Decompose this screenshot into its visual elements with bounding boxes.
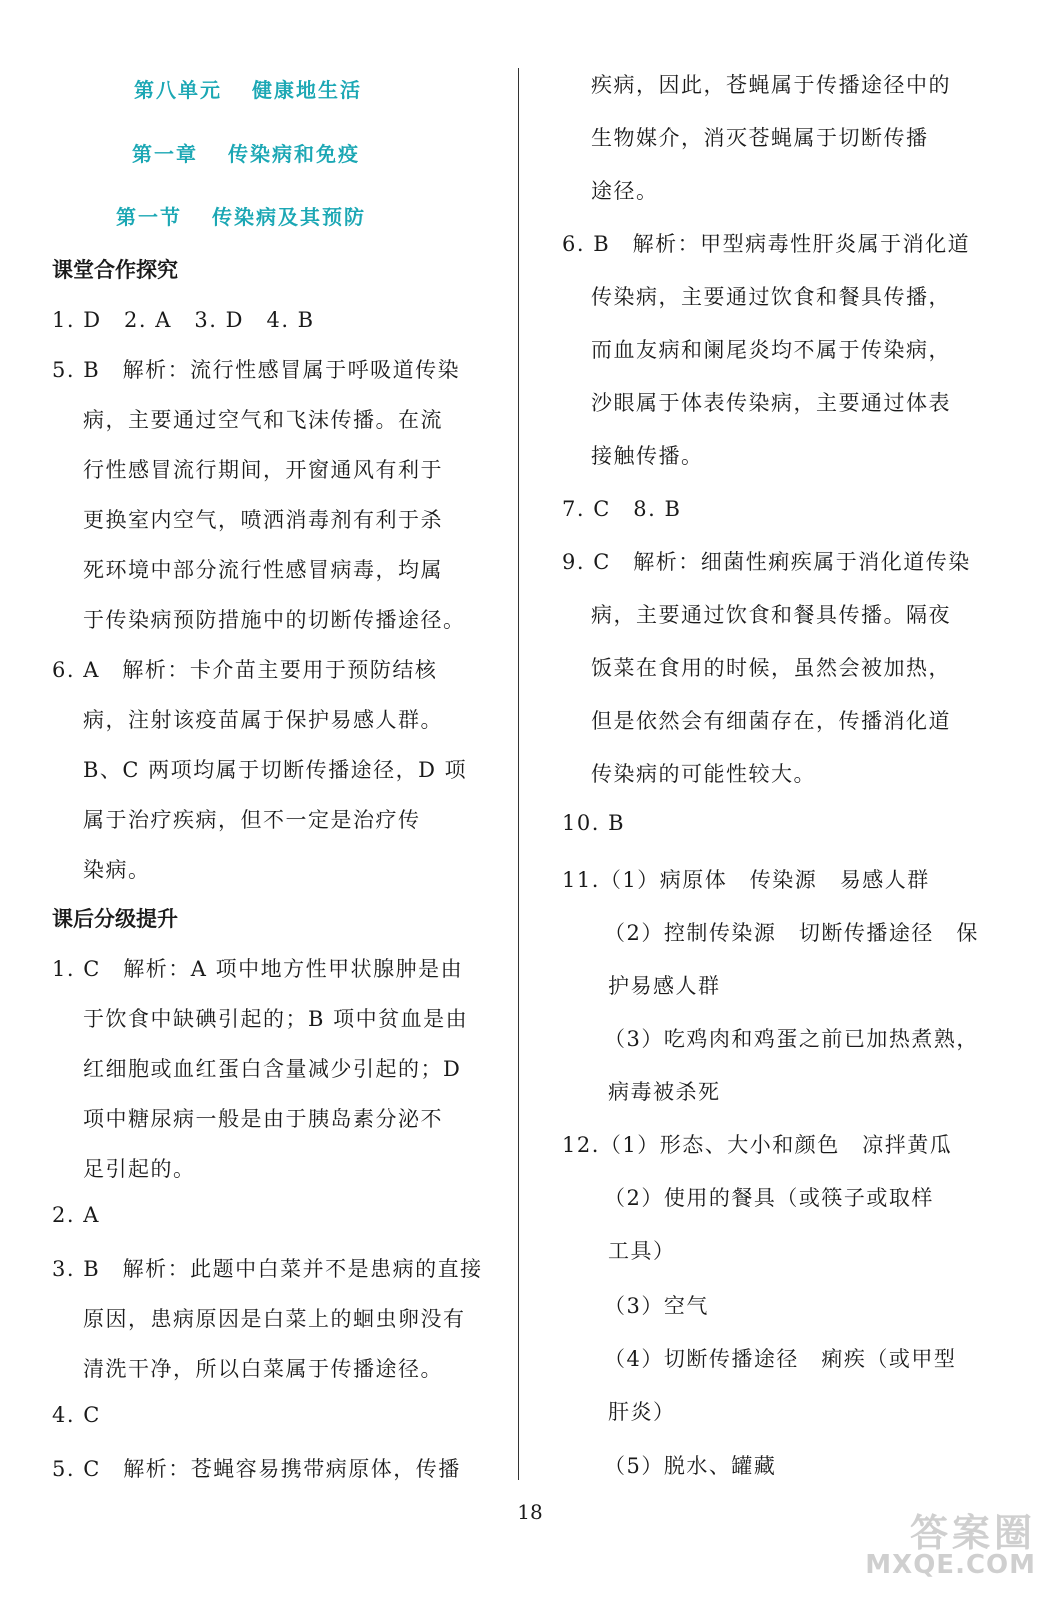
- answer-line: 2. A: [52, 1203, 100, 1227]
- answer-line: （4）切断传播途径 痢疾（或甲型: [604, 1347, 957, 1371]
- watermark: [865, 1511, 1036, 1580]
- unit-heading: [134, 74, 362, 103]
- answer-line: （3）吃鸡肉和鸡蛋之前已加热煮熟，: [604, 1027, 979, 1051]
- section-title: 传染病及其预防: [212, 205, 366, 229]
- answer-line: 于传染病预防措施中的切断传播途径。: [83, 608, 466, 632]
- section-label-classroom: 课堂合作探究: [52, 258, 178, 282]
- answer-line: 5. C 解析：苍蝇容易携带病原体，传播: [52, 1457, 461, 1481]
- answer-line: B、C 两项均属于切断传播途径，D 项: [83, 758, 468, 782]
- answer-line: 项中糖尿病一般是由于胰岛素分泌不: [83, 1107, 443, 1131]
- chapter-heading: [132, 138, 360, 167]
- answer-line: 红细胞或血红蛋白含量减少引起的；D: [83, 1057, 462, 1081]
- answer-line: 病毒被杀死: [608, 1080, 721, 1104]
- answer-line: 工具）: [608, 1239, 676, 1263]
- answer-line: 6. B 解析：甲型病毒性肝炎属于消化道: [562, 232, 971, 256]
- unit-number: 第八单元: [134, 78, 222, 102]
- answer-line: 肝炎）: [608, 1400, 676, 1424]
- answer-line: 传染病的可能性较大。: [591, 762, 816, 786]
- answer-line: 12.（1）形态、大小和颜色 凉拌黄瓜: [562, 1133, 953, 1157]
- page-number: 18: [517, 1500, 543, 1524]
- answer-line: 1. D 2. A 3. D 4. B: [52, 308, 315, 332]
- answer-line: 于饮食中缺碘引起的；B 项中贫血是由: [83, 1007, 469, 1031]
- answer-line: 死环境中部分流行性感冒病毒，均属: [83, 558, 443, 582]
- answer-line: 属于治疗疾病，但不一定是治疗传: [83, 808, 421, 832]
- unit-title: 健康地生活: [252, 78, 362, 102]
- answer-line: 原因，患病原因是白菜上的蛔虫卵没有: [83, 1307, 466, 1331]
- answer-line: 4. C: [52, 1403, 101, 1427]
- watermark-logo: 答案圈: [909, 1511, 1036, 1555]
- answer-line: 足引起的。: [83, 1157, 196, 1181]
- answer-line: 11.（1）病原体 传染源 易感人群: [562, 868, 930, 892]
- answer-line: （2）使用的餐具（或筷子或取样: [604, 1186, 934, 1210]
- answer-line: （3）空气: [604, 1294, 709, 1318]
- answer-line: 5. B 解析：流行性感冒属于呼吸道传染: [52, 358, 461, 382]
- chapter-title: 传染病和免疫: [228, 142, 360, 166]
- answer-line: 病，注射该疫苗属于保护易感人群。: [83, 708, 443, 732]
- answer-line: 生物媒介，消灭苍蝇属于切断传播: [591, 126, 929, 150]
- section-number: 第一节: [116, 205, 182, 229]
- column-divider: [518, 68, 519, 1480]
- answer-line: 饭菜在食用的时候，虽然会被加热，: [591, 656, 951, 680]
- answer-line: 沙眼属于体表传染病，主要通过体表: [591, 391, 951, 415]
- answer-line: 护易感人群: [608, 974, 721, 998]
- answer-line: 10. B: [562, 811, 626, 835]
- answer-line: （5）脱水、罐藏: [604, 1454, 777, 1478]
- answer-line: 而血友病和阑尾炎均不属于传染病，: [591, 338, 951, 362]
- answer-line: 疾病，因此，苍蝇属于传播途径中的: [591, 73, 951, 97]
- answer-line: 更换室内空气，喷洒消毒剂有利于杀: [83, 508, 443, 532]
- answer-line: 但是依然会有细菌存在，传播消化道: [591, 709, 951, 733]
- answer-line: 病，主要通过空气和飞沫传播。在流: [83, 408, 443, 432]
- answer-line: 9. C 解析：细菌性痢疾属于消化道传染: [562, 550, 971, 574]
- answer-line: 病，主要通过饮食和餐具传播。隔夜: [591, 603, 951, 627]
- answer-line: 1. C 解析：A 项中地方性甲状腺肿是由: [52, 957, 464, 981]
- chapter-number: 第一章: [132, 142, 198, 166]
- watermark-url: MXQE.COM: [865, 1550, 1036, 1580]
- answer-line: 染病。: [83, 858, 151, 882]
- section-heading: [116, 201, 366, 230]
- answer-line: 7. C 8. B: [562, 497, 682, 521]
- answer-line: 行性感冒流行期间，开窗通风有利于: [83, 458, 443, 482]
- answer-line: （2）控制传染源 切断传播途径 保: [604, 921, 979, 945]
- answer-line: 途径。: [591, 179, 659, 203]
- answer-line: 接触传播。: [591, 444, 704, 468]
- answer-line: 清洗干净，所以白菜属于传播途径。: [83, 1357, 443, 1381]
- section-label-after-class: 课后分级提升: [52, 907, 178, 931]
- answer-line: 6. A 解析：卡介苗主要用于预防结核: [52, 658, 438, 682]
- answer-line: 3. B 解析：此题中白菜并不是患病的直接: [52, 1257, 483, 1281]
- answer-line: 传染病，主要通过饮食和餐具传播，: [591, 285, 951, 309]
